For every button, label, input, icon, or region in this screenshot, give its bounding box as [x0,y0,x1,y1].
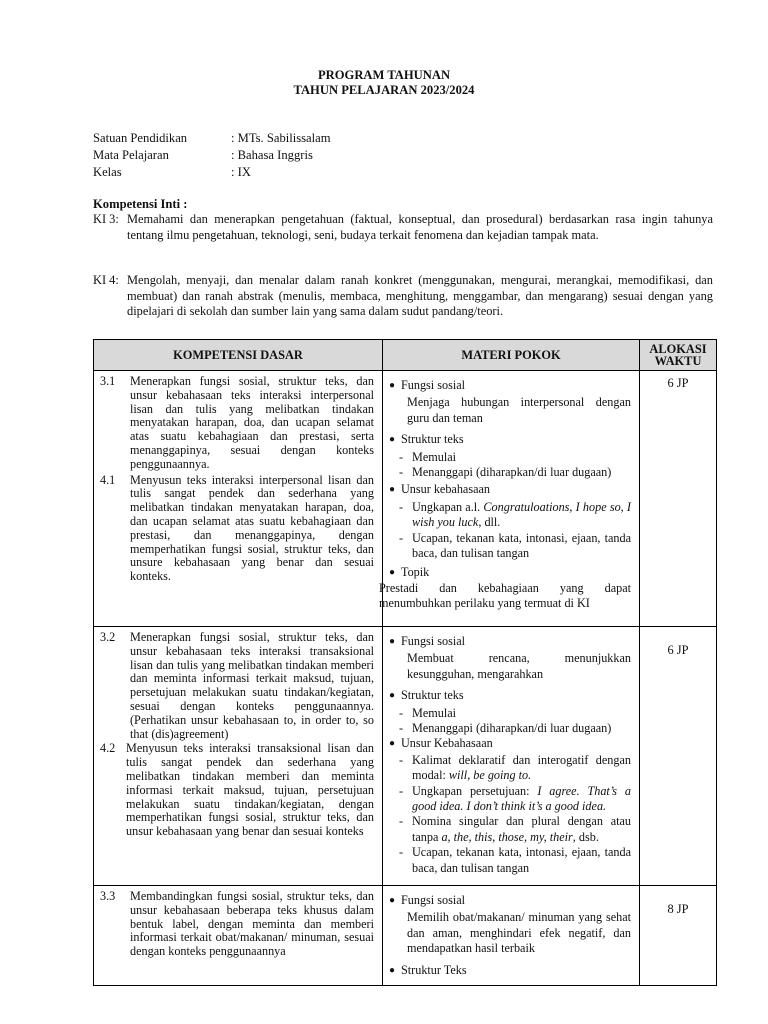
kd-text: Menerapkan fungsi sosial, struktur teks, dan unsur kebahasaan teks interaksi transaksional lisan dan tulis yang melibatkan tindakan memberi dan meminta informasi terkait maksud, tujuan, persetujuan melakukan suatu tindakan/kegiatan, sesuai dengan konteks penggunaannya. (Perhatikan unsur kebahasaan to, in order to, so that (dis)agreement) [130,630,374,741]
mp-bullet [389,963,631,978]
kd-text: Membandingkan fungsi sosial, struktur teks, dan unsur kebahasaan beberapa teks khusus dalam bentuk label, dengan meminta dan memberi informasi terkait obat/makanan/ minuman, sesuai dengan konteks penggunaannya [130,889,374,959]
info-value: : MTs. Sabilissalam [231,131,331,145]
mp-bullet-label: Fungsi sosial [401,634,465,648]
header-alokasi-line2: WAKTU [654,354,702,368]
kd-number: 3.3 [100,889,116,903]
mp-text-part: , dll. [478,515,501,530]
mp-bullet [389,688,631,703]
kd-cell [94,886,383,986]
bullet-icon: ● [389,895,396,906]
info-value: : IX [231,165,251,179]
kd-number: 3.2 [100,630,116,644]
kd-number: 4.2 [100,741,116,756]
mp-dash-text: Menanggapi (diharapkan/di luar dugaan) [412,721,612,736]
mp-dash-item: - Menanggapi (diharapkan/di luar dugaan) [389,465,631,480]
mp-bullet [389,565,631,580]
mp-text-part: , dsb. [572,829,599,844]
bullet-icon: ● [389,380,396,391]
mp-dash-item: - Ucapan, tekanan kata, intonasi, ejaan, tanda baca, dan tulisan tangan [399,845,631,875]
mp-dash-text: Menanggapi (diharapkan/di luar dugaan) [412,465,612,480]
mp-dash-text [412,784,631,815]
mp-bullet-label: Fungsi sosial [401,378,465,392]
mp-text-part: Nomina singular dan plural dengan atau tanpa [412,814,631,844]
mp-dash-text [412,814,631,845]
mp-bullet-text: Prestadi dan kebahagiaan yang dapat menumbuhkan perilaku yang termuat di KI [379,580,631,611]
kd-text: Menerapkan fungsi sosial, struktur teks, dan unsur kebahasaan teks interaksi interpersonal lisan dan tulis yang melibatkan tindakan menyatakan harapan, doa, dan ucapan selamat atas suatu kebahagiaan dan prestasi, serta menanggapinya, sesuai dengan konteks penggunaannya. [130,374,374,471]
mp-bullet-label: Topik [401,565,430,580]
alokasi-cell: 6 JP [640,371,717,627]
mp-bullet-label: Fungsi sosial [401,893,465,907]
mp-text-italic: will, be going to. [448,768,532,783]
bullet-icon: ● [389,434,396,446]
mp-bullet-label: Struktur teks [401,688,464,703]
bullet-icon: ● [389,636,396,647]
mp-dash-item: - Ungkapan persetujuan: I agree. That’s a good idea. I don’t think it’s a good idea. [399,783,631,814]
ki-heading: Kompetensi Inti : [93,197,188,211]
kd-item [98,631,374,741]
mp-dash-text [412,500,631,531]
doc-title: PROGRAM TAHUNAN [317,68,451,82]
info-value: : Bahasa Inggris [231,148,313,162]
info-label: Satuan Pendidikan [93,131,188,145]
mp-bullet-text: Membuat rencana, menunjukkan kesungguhan, mengarahkan [407,651,631,681]
mp-dash-text: Ucapan, tekanan kata, intonasi, ejaan, tanda baca, dan tulisan tangan [412,845,631,875]
info-label: Mata Pelajaran [93,148,169,162]
mp-dash-item: - Kalimat deklaratif dan interogatif dengan modal: will, be going to. [399,752,631,783]
mp-bullet-text: Memilih obat/makanan/ minuman yang sehat dan aman, menghindari efek negatif, dan mendapatkan hasil terbaik [407,910,631,956]
kd-item [98,474,374,584]
mp-bullet-label: Struktur Teks [401,962,467,977]
mp-text-italic: I agree. That’s a good idea. I don’t think it’s a good idea. [412,783,631,814]
kd-item [98,890,374,959]
table-row [94,886,717,986]
mp-dash-text: Memulai [412,705,457,720]
mp-bullet [389,634,631,649]
kd-table [93,339,717,986]
mp-bullet-text: Menjaga hubungan interpersonal dengan guru dan teman [407,395,631,425]
alokasi-cell: 8 JP [640,886,717,986]
table-header-row [94,340,717,371]
mp-dash-item: - Ucapan, tekanan kata, intonasi, ejaan, tanda baca, dan tulisan tangan [399,530,631,561]
mp-dash-text: Ucapan, tekanan kata, intonasi, ejaan, tanda baca, dan tulisan tangan [412,530,631,561]
kd-item [98,375,374,472]
mp-text-italic: Congratuloations, I hope so, I wish you luck [412,499,631,530]
kd-cell [94,371,383,627]
table-row [94,627,717,886]
mp-bullet [389,893,631,908]
header-kompetensi-dasar: KOMPETENSI DASAR [94,340,383,371]
ki4-block [93,273,713,320]
mp-cell [383,627,640,886]
bullet-icon: ● [389,690,396,702]
mp-text-part: Ungkapan a.l. [412,499,484,514]
kd-cell [94,627,383,886]
header-alokasi-line1: ALOKASI [649,342,707,356]
mp-bullet-label: Unsur Kebahasaan [401,736,493,751]
mp-bullet-label: Unsur kebahasaan [401,482,491,497]
mp-text-part: Kalimat deklaratif dan interogatif dengan modal: [412,752,631,783]
kd-text: Menyusun teks interaksi transaksional lisan dan tulis sangat pendek dan sederhana yang melibatkan tindakan memberi dan meminta informasi terkait maksud, tujuan, persetujuan melakukan suatu tindakan/kegiatan, dengan memperhatikan fungsi sosial, struktur teks, dan unsur kebahasaan yang benar dan sesuai konteks [126,741,374,839]
mp-text-italic: a, the, this, those, my, their [441,829,573,844]
mp-dash-text: Memulai [412,449,457,464]
ki3-label: KI 3: [93,212,119,226]
ki3-block [93,212,713,243]
kd-number: 3.1 [100,374,116,388]
bullet-icon: ● [389,738,396,750]
header-alokasi-waktu [640,340,717,371]
mp-bullet-label: Struktur teks [401,432,464,447]
mp-bullet [389,378,631,393]
mp-dash-item: - Ungkapan a.l. Congratuloations, I hope so, I wish you luck, dll. [399,499,631,530]
alokasi-cell: 6 JP [640,627,717,886]
mp-cell [379,371,640,627]
bullet-icon: ● [389,567,396,579]
kd-number: 4.1 [100,472,116,487]
mp-dash-item: - Menanggapi (diharapkan/di luar dugaan) [389,721,631,736]
table-row [94,371,717,627]
kd-text: Menyusun teks interaksi interpersonal lisan dan tulis sangat pendek dan sederhana yang melibatkan tindakan menyatakan harapan, doa, dan ucapan selamat atas suatu kebahagiaan dan prestasi, dan menanggapinya, dengan memperhatikan fungsi sosial, struktur teks, dan unsure kebahasaan yang benar dan sesuai konteks. [130,472,374,584]
kd-item [98,742,374,839]
mp-text-part: Ungkapan persetujuan: [412,783,538,798]
mp-dash-item: - Memulai [389,450,631,465]
ki3-text: Memahami dan menerapkan pengetahuan (faktual, konseptual, dan prosedural) berdasarkan rasa ingin tahunya tentang ilmu pengetahuan, teknologi, seni, budaya terkait fenomena dan kejadian tampak mata. [127,212,713,242]
header-materi-pokok: MATERI POKOK [383,340,640,371]
mp-dash-text [412,753,631,784]
mp-bullet [389,736,631,751]
doc-subtitle: TAHUN PELAJARAN 2023/2024 [293,83,475,97]
bullet-icon: ● [389,964,396,976]
mp-bullet [389,432,631,447]
bullet-icon: ● [389,484,396,496]
mp-bullet [389,482,631,497]
mp-cell [383,886,640,986]
info-label: Kelas [93,165,122,179]
mp-dash-item: - Nomina singular dan plural dengan atau tanpa a, the, this, those, my, their, dsb. [399,814,631,844]
mp-dash-item: - Memulai [389,706,631,721]
ki4-text: Mengolah, menyaji, dan menalar dalam ranah konkret (menggunakan, mengurai, merangkai, memodifikasi, dan membuat) dan ranah abstrak (menulis, membaca, menghitung, menggambar, dan mengarang) sesuai dengan yang dipelajari di sekolah dan sumber lain yang sama dalam sudut pandang/teori. [127,273,713,319]
ki4-label: KI 4: [93,273,119,287]
